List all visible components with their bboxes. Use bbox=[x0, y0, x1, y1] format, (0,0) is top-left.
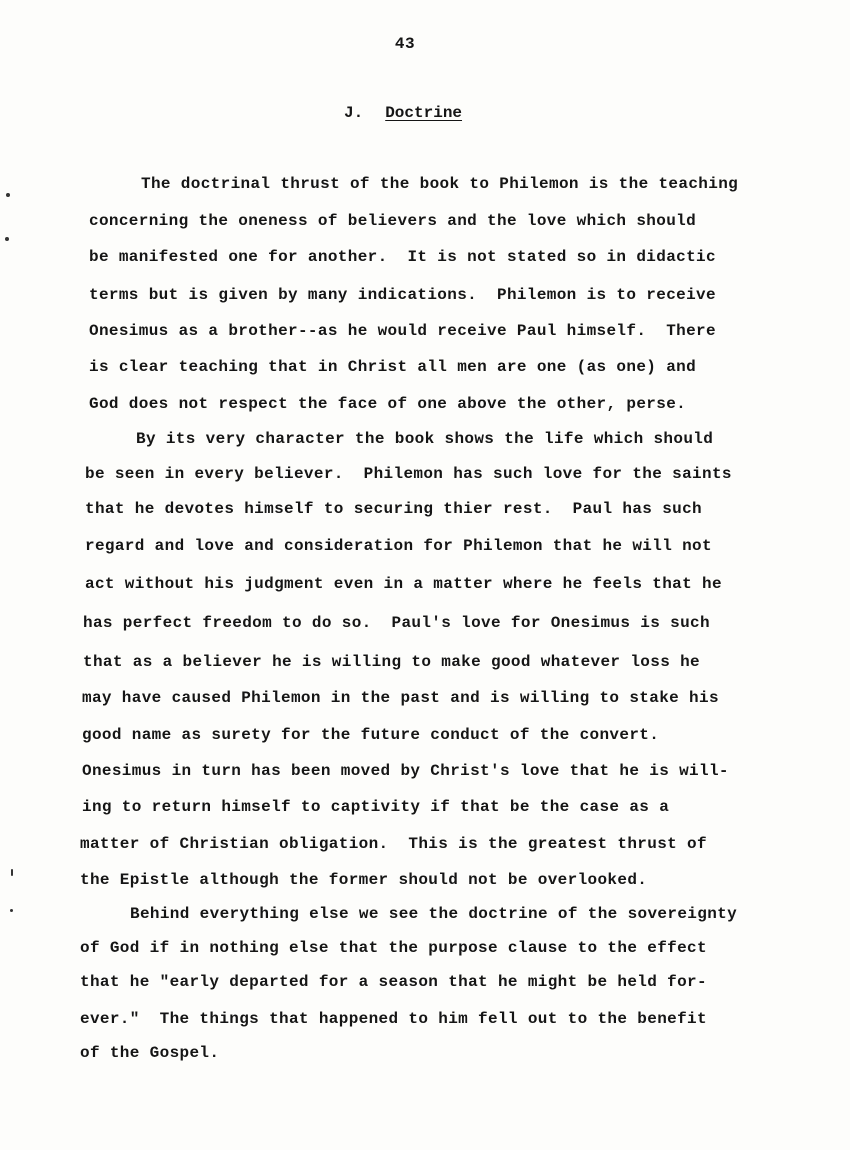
paragraph-line: Onesimus as a brother--as he would receive Paul himself. There bbox=[89, 322, 716, 340]
paragraph-line: good name as surety for the future conduct of the convert. bbox=[82, 726, 660, 744]
paragraph-line: matter of Christian obligation. This is the greatest thrust of bbox=[80, 835, 707, 853]
section-letter: J. bbox=[344, 104, 364, 122]
paragraph-line: that he devotes himself to securing thier rest. Paul has such bbox=[85, 500, 702, 518]
paragraph-line: By its very character the book shows the life which should bbox=[136, 430, 714, 448]
paragraph-line: be manifested one for another. It is not stated so in didactic bbox=[89, 248, 716, 266]
paragraph-line: ever." The things that happened to him fell out to the benefit bbox=[80, 1010, 707, 1028]
paragraph-line: that as a believer he is willing to make good whatever loss he bbox=[83, 653, 700, 671]
paragraph-line: act without his judgment even in a matter where he feels that he bbox=[85, 575, 722, 593]
paragraph-line: the Epistle although the former should not be overlooked. bbox=[80, 871, 648, 889]
scan-speck bbox=[5, 237, 9, 241]
paragraph-line: regard and love and consideration for Philemon that he will not bbox=[85, 537, 712, 555]
paragraph-line: of God if in nothing else that the purpose clause to the effect bbox=[80, 939, 707, 957]
scan-speck bbox=[11, 869, 13, 876]
paragraph-line: terms but is given by many indications. Philemon is to receive bbox=[89, 286, 716, 304]
paragraph-line: Behind everything else we see the doctrine of the sovereignty bbox=[130, 905, 738, 923]
paragraph-line: God does not respect the face of one above the other, perse. bbox=[89, 395, 687, 413]
section-heading bbox=[344, 104, 462, 122]
paragraph-line: has perfect freedom to do so. Paul's love for Onesimus is such bbox=[83, 614, 710, 632]
scan-speck bbox=[6, 193, 10, 197]
paragraph-line: The doctrinal thrust of the book to Philemon is the teaching bbox=[141, 175, 739, 193]
paragraph-line: ing to return himself to captivity if that be the case as a bbox=[82, 798, 670, 816]
paragraph-line: may have caused Philemon in the past and is willing to stake his bbox=[82, 689, 719, 707]
page-number: 43 bbox=[394, 35, 416, 53]
paragraph-line: be seen in every believer. Philemon has such love for the saints bbox=[85, 465, 732, 483]
paragraph-line: Onesimus in turn has been moved by Christ's love that he is will- bbox=[82, 762, 729, 780]
paragraph-line: concerning the oneness of believers and the love which should bbox=[89, 212, 697, 230]
paragraph-line: of the Gospel. bbox=[80, 1044, 220, 1062]
paragraph-line: is clear teaching that in Christ all men are one (as one) and bbox=[89, 358, 697, 376]
scan-speck bbox=[10, 909, 13, 912]
section-title: Doctrine bbox=[385, 104, 463, 122]
paragraph-line: that he "early departed for a season that he might be held for- bbox=[80, 973, 707, 991]
